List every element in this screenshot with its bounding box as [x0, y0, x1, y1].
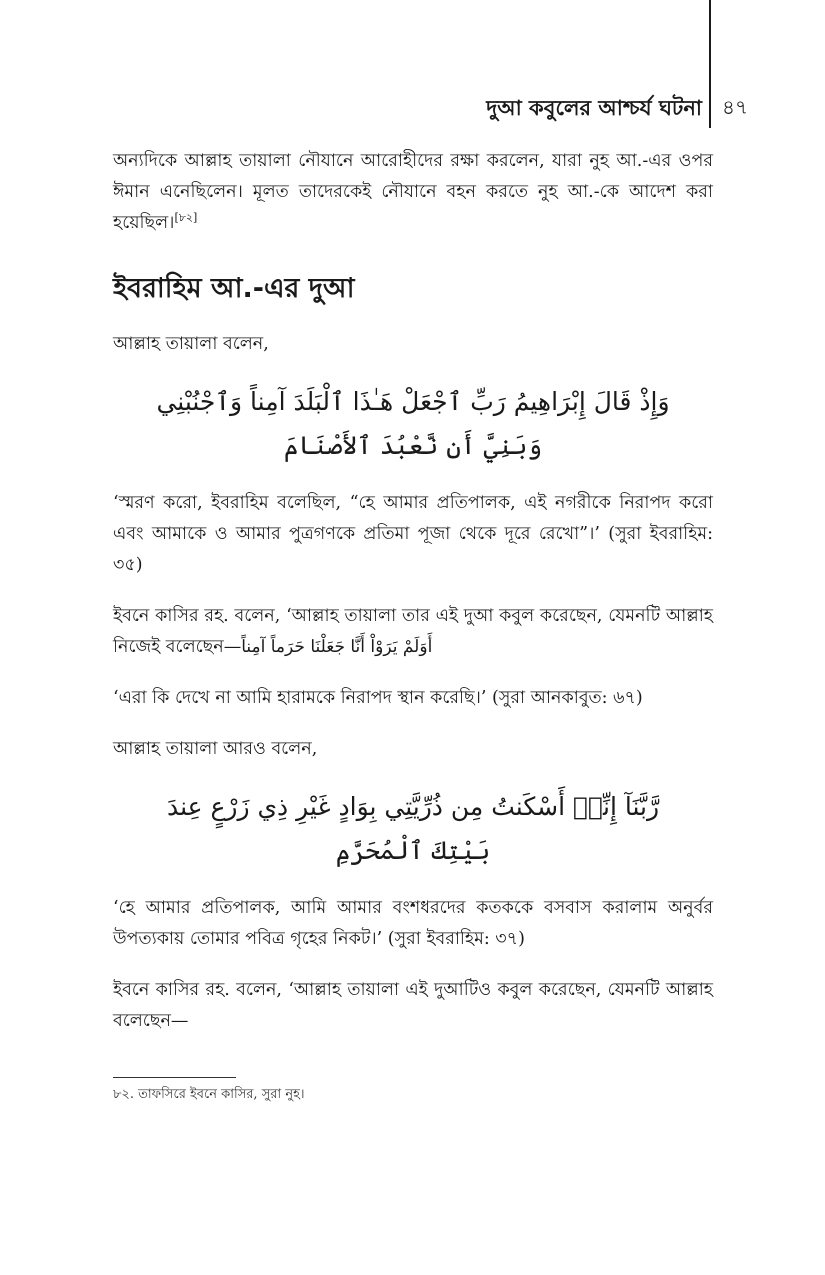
footnote: ৮২. তাফসিরে ইবনে কাসির, সুরা নুহ।: [113, 1087, 305, 1102]
allah-says-line-2: আল্লাহ তায়ালা আরও বলেন,: [113, 739, 318, 759]
arabic-inline-verse: أَوَلَمْ يَرَوْاْ أَنَّا جَعَلْنَا حَرَماً آمِناً: [241, 637, 433, 657]
allah-says-line-1: আল্লাহ তায়ালা বলেন,: [113, 334, 269, 354]
arabic-verse-2-line-1: رَّبَّنَآ إِنِّيۤ أَسْكَنتُ مِن ذُرِّيَّتِي بِوَادٍ غَيْرِ ذِي زَرْعٍ عِندَ: [166, 792, 660, 821]
page-body: [113, 146, 713, 1037]
translation-3: ‘হে আমার প্রতিপালক, আমি আমার বংশধরদের কতককে বসবাস করালাম অনুর্বর উপত্যকায় তোমার পবিত্র গৃহের নিকট।’ (সুরা ইবরাহিম: ৩৭): [113, 898, 713, 949]
intro-text: অন্যদিকে আল্লাহ তায়ালা নৌযানে আরোহীদের রক্ষা করলেন, যারা নুহ আ.-এর ওপর ঈমান এনেছিলেন। মূলত তাদেরকেই নৌযানে বহন করতে নুহ আ.-কে আদেশ করা হয়েছিল।: [113, 151, 713, 233]
page-number: ৪৭: [722, 95, 748, 119]
ibn-kathir-paragraph-2: ইবনে কাসির রহ. বলেন, ‘আল্লাহ তায়ালা এই দুআটিও কবুল করেছেন, যেমনটি আল্লাহ বলেছেন—: [113, 980, 713, 1031]
arabic-verse-2: [113, 785, 713, 873]
translation-1: ‘স্মরণ করো, ইবরাহিম বলেছিল, “হে আমার প্রতিপালক, এই নগরীকে নিরাপদ করো এবং আমাকে ও আমার পুত্রগণকে প্রতিমা পূজা থেকে দূরে রেখো”।’ (সুরা ইবরাহিম: ৩৫): [113, 493, 713, 575]
section-heading: ইবরাহিম আ.-এর দুআ: [113, 273, 355, 304]
arabic-verse-1: [113, 380, 713, 468]
arabic-verse-1-line-1: وَإِذْ قَالَ إِبْرَاهِيمُ رَبِّ ٱجْعَلْ هَـٰذَا ٱلْبَلَدَ آمِناً وَٱجْنُبْنِي: [156, 387, 670, 416]
footnote-reference[interactable]: [৮২]: [174, 211, 198, 225]
header-vertical-rule: [709, 0, 711, 128]
arabic-verse-1-line-2: وَبَنِيَّ أَن نَّعْبُدَ ٱلأَصْنَامَ: [283, 431, 543, 460]
translation-2: ‘এরা কি দেখে না আমি হারামকে নিরাপদ স্থান করেছি।’ (সুরা আনকাবুত: ৬৭): [113, 688, 643, 708]
footnote-divider: [113, 1077, 236, 1078]
ibn-kathir-paragraph-1: [113, 601, 713, 663]
ibn-kathir-text-1: ইবনে কাসির রহ. বলেন, ‘আল্লাহ তায়ালা তার এই দুআ কবুল করেছেন, যেমনটি আল্লাহ নিজেই বলেছেন—: [113, 606, 713, 657]
running-title: দুআ কবুলের আশ্চর্য ঘটনা: [486, 96, 702, 120]
intro-paragraph: [113, 146, 713, 239]
arabic-verse-2-line-2: بَيْتِكَ ٱلْمُحَرَّمِ: [335, 836, 491, 865]
